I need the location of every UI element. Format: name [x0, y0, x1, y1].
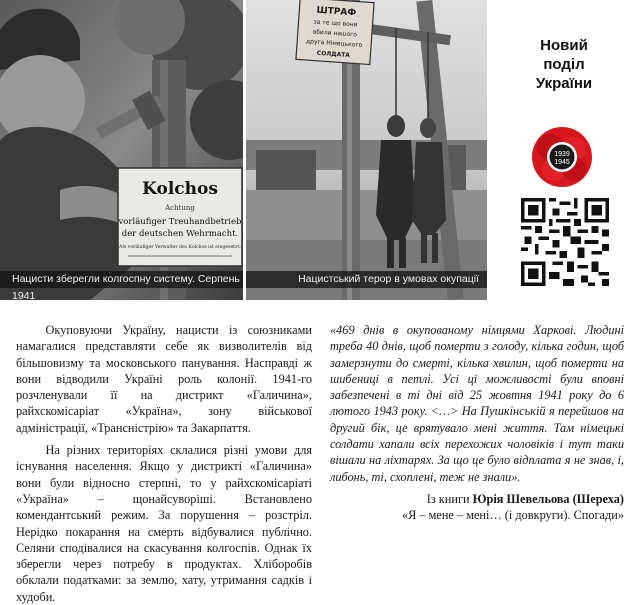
photo-caption-left: Нацисти зберегли колгоспну систему. Серпень 1941 [0, 271, 243, 288]
section-title-line-3: України [535, 75, 593, 92]
quote-column [330, 322, 624, 524]
poppy-year-start: 1939 [554, 151, 570, 158]
paragraph-2: На різних територіях склалися різні умови для існування населення. Якщо у дистрикті «Галичина» вони були відносно стерпні, то у райхскомісаріаті «Україна» – щонайсуворіші. Встановлено комендантський режим. За порушення – розстріл. Нерідко покарання на смерть відбувалися публічно. Селяни сподівалися на скасування колгоспів. Однак їх зберегли через потребу в продуктах. Хліборобів обклали податками: за землю, хату, утримання садків і худоби. [16, 443, 312, 604]
poppy-year-end: 1945 [554, 159, 570, 166]
sign-line-4: der deutschen Wehrmacht. [121, 229, 239, 239]
section-title [505, 36, 623, 93]
source-prefix: Із книги [426, 491, 473, 506]
memoir-quote: «469 днів в окупованому німцями Харкові. Людині треба 40 днів, щоб померти з голоду, кілька годин, щоб замерзнути до смерті, кілька хвилин, щоб померти на шибениці в петлі. Усі ці можливості були вповні забезпечені в ті дні від 25 жовтня 1941 року до 6 лютого 1943 року. <…> На Пушкінській я перейшов на другий бік, це врятувало мені життя. Там німецькі солдати хапали всіх перехожих чоловіків і тут таки вішали на ліхтарях. За що це було відплата я не знав, і, либонь, ті, схоплені, теж не знали». [330, 323, 624, 484]
qr-code-icon[interactable] [521, 198, 609, 286]
gallows-sign-line-2: за те що вони [313, 18, 358, 29]
source-author: Юрія Шевельова (Шереха) [472, 491, 624, 506]
gallows-sign-line-1: ШТРАФ [316, 5, 357, 19]
gallows-sign-line-5: СОЛДАТА [316, 49, 351, 60]
kolkhoz-photo-image [0, 0, 243, 300]
section-title-line-1: Новий [540, 37, 588, 54]
photo-gallows [246, 0, 487, 300]
sign-line-3: vorläufiger Treuhandbetrieb [118, 217, 242, 227]
quote-source [330, 491, 624, 524]
gallows-sign-line-4: друга Німецького [305, 38, 363, 49]
photo-kolkhoz-sign [0, 0, 243, 300]
photo-caption-right: Нацистський терор в умовах окупації [246, 271, 487, 288]
sign-line-2: Achtung [165, 204, 195, 212]
poppy-icon [530, 125, 594, 189]
sign-line-5: Als vorläufiger Verwalter des Kolchos ist eingesetzt: [119, 245, 241, 250]
section-title-line-2: поділ [543, 56, 585, 73]
gallows-photo-image [246, 0, 487, 300]
sign-kolchos: Kolchos [142, 179, 218, 199]
main-text-column [16, 322, 312, 605]
gallows-sign-line-3: вбили нашого [312, 28, 358, 39]
paragraph-1: Окуповуючи Україну, нацисти із союзниками намагалися представляти себе як визволителів від більшовизму та московського панування. Насправді ж вони відводили Україні роль колонії. 1941-го розчленували її на дистрикт «Галичина», райхскомісаріат «Україна», зону військової адміністрації, «Трансністрію» та Закарпаття. [16, 323, 312, 435]
source-title: «Я – мене – мені… (і довкруги). Спогади» [401, 508, 624, 523]
